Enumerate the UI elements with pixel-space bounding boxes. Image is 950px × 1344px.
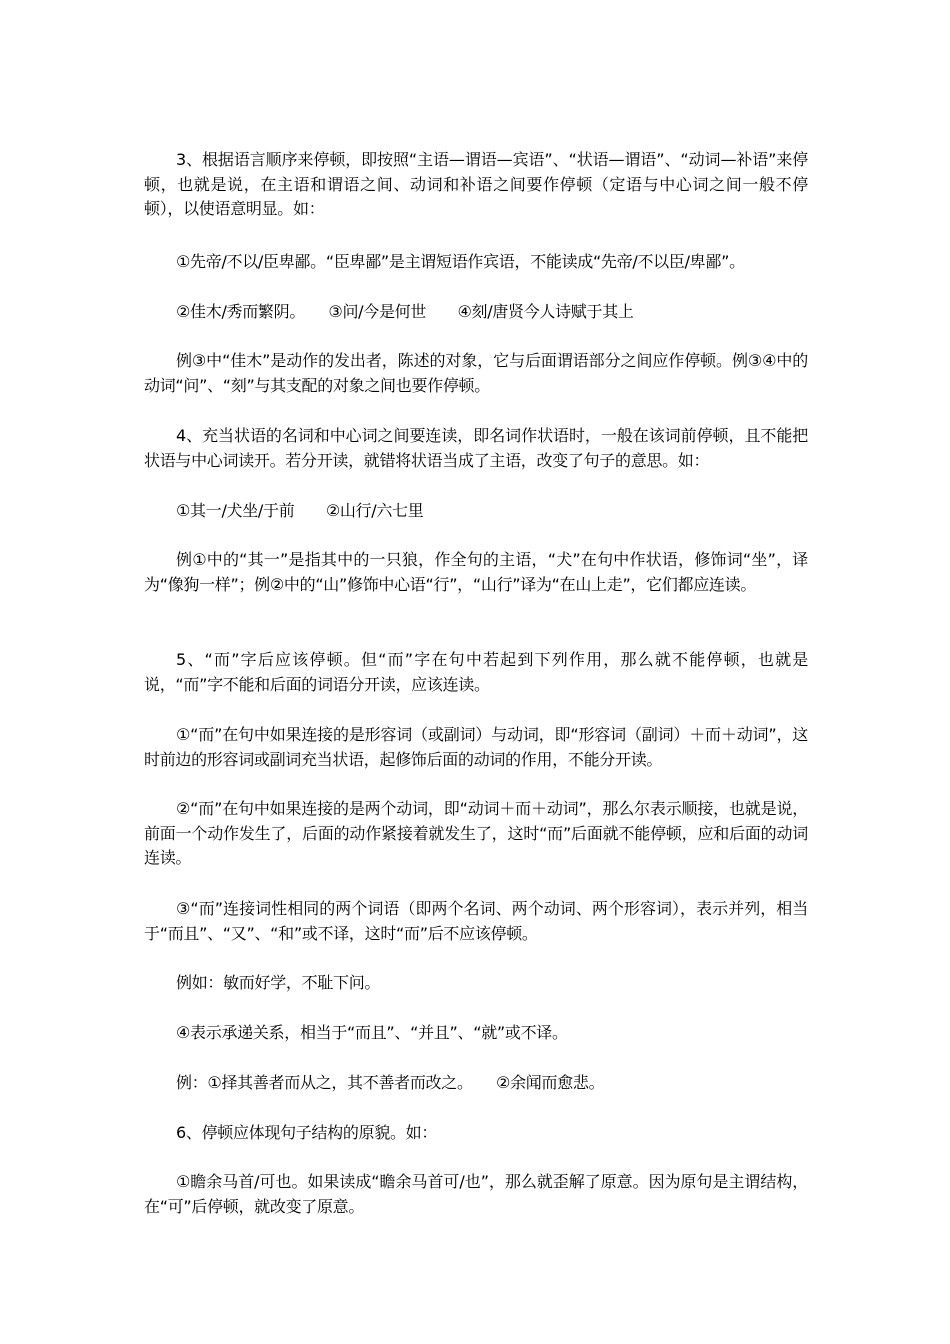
- paragraph: 例①中的“其一”是指其中的一只狼，作全句的主语，“犬”在句中作状语，修饰词“坐”，译为“像狗一样”；例②中的“山”修饰中心语“行”，“山行”译为“在山上走”，它们都应连读。: [144, 550, 808, 594]
- paragraph: ①先帝/不以/臣卑鄙。“臣卑鄙”是主谓短语作宾语，不能读成“先帝/不以臣/卑鄙”。: [176, 252, 745, 271]
- paragraph: ①“而”在句中如果连接的是形容词（或副词）与动词，即“形容词（副词）＋而＋动词”，这时前边的形容词或副词充当状语，起修饰后面的动词的作用，不能分开读。: [144, 725, 808, 769]
- paragraph: ④表示承递关系，相当于“而且”、“并且”、“就”或不译。: [176, 1023, 568, 1042]
- paragraph: 4、充当状语的名词和中心词之间要连读，即名词作状语时，一般在该词前停顿，且不能把状语与中心词读开。若分开读，就错将状语当成了主语，改变了句子的意思。如：: [144, 426, 808, 470]
- paragraph: 例如：敏而好学，不耻下问。: [176, 973, 381, 992]
- paragraph: 3、根据语言顺序来停顿，即按照“主语—谓语—宾语”、“状语—谓语”、“动词—补语”来停顿，也就是说，在主语和谓语之间、动词和补语之间要作停顿（定语与中心词之间一般不停顿），以使语意明显。如：: [144, 150, 808, 218]
- paragraph: 6、停顿应体现句子结构的原貌。如：: [176, 1123, 438, 1142]
- paragraph: ①瞻余马首/可也。如果读成“瞻余马首可/也”，那么就歪解了原意。因为原句是主谓结构，在“可”后停顿，就改变了原意。: [144, 1172, 808, 1216]
- paragraph: ①其一/犬坐/于前 ②山行/六七里: [176, 501, 424, 520]
- paragraph: 例：①择其善者而从之，其不善者而改之。 ②余闻而愈悲。: [176, 1073, 605, 1092]
- paragraph: 5、“而”字后应该停顿。但“而”字在句中若起到下列作用，那么就不能停顿，也就是说，“而”字不能和后面的词语分开读，应该连读。: [144, 650, 808, 694]
- paragraph: ②佳木/秀而繁阴。 ③问/今是何世 ④刻/唐贤今人诗赋于其上: [176, 302, 634, 321]
- paragraph: ②“而”在句中如果连接的是两个动词，即“动词＋而＋动词”，那么尔表示顺接，也就是说，前面一个动作发生了，后面的动作紧接着就发生了，这时“而”后面就不能停顿，应和后面的动词连读。: [144, 799, 808, 867]
- paragraph: ③“而”连接词性相同的两个词语（即两个名词、两个动词、两个形容词），表示并列，相当于“而且”、“又”、“和”或不译，这时“而”后不应该停顿。: [144, 899, 808, 943]
- paragraph: 例③中“佳木”是动作的发出者，陈述的对象，它与后面谓语部分之间应作停顿。例③④中的动词“问”、“刻”与其支配的对象之间也要作停顿。: [144, 351, 808, 395]
